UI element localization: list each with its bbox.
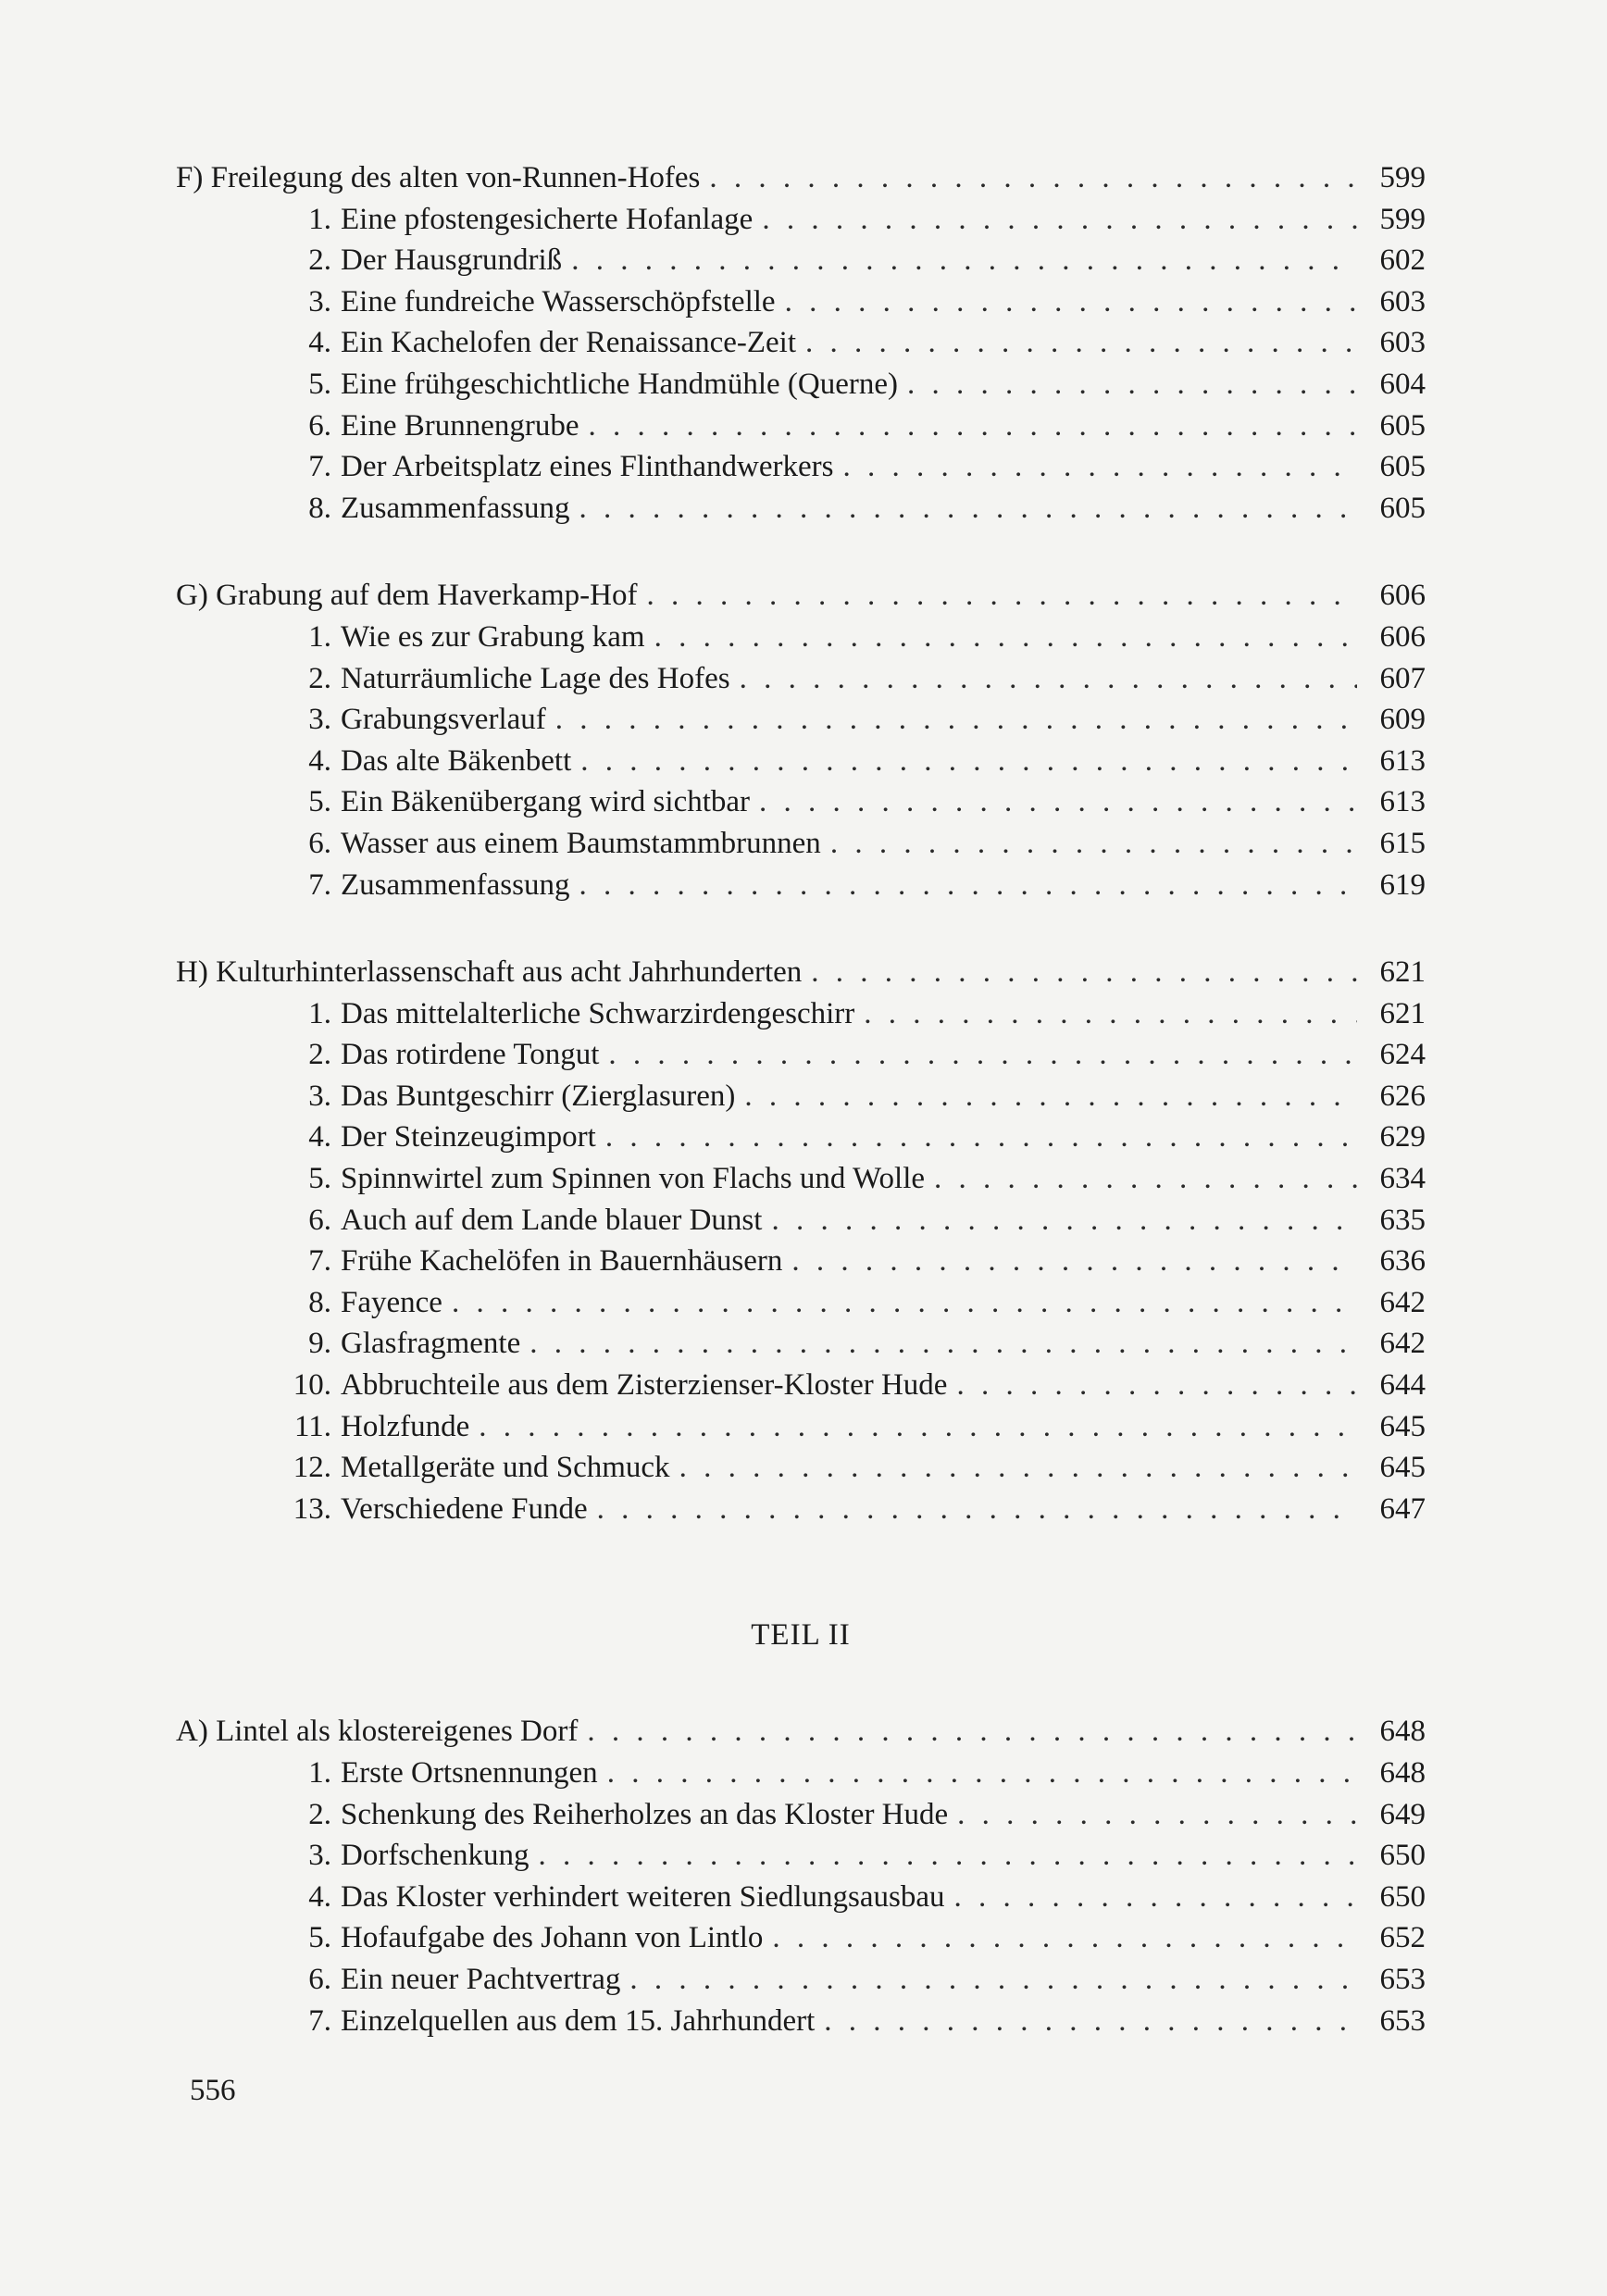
dot-leader (679, 1447, 1357, 1489)
entry-number: 8. (308, 491, 331, 525)
entry-title: Das alte Bäkenbett (341, 743, 572, 778)
entry-page-number: 607 (1379, 661, 1426, 695)
dot-leader (744, 1076, 1357, 1117)
entry-number: 5. (308, 785, 331, 819)
dot-leader (580, 741, 1357, 782)
toc-entry (176, 281, 1426, 323)
entry-number: 1. (308, 1756, 331, 1790)
dot-leader (579, 488, 1357, 530)
entry-page-number: 605 (1379, 491, 1426, 525)
entry-number: 7. (308, 1244, 331, 1279)
entry-number: 4. (308, 1120, 331, 1154)
dot-leader (934, 1158, 1357, 1200)
dot-leader (956, 1365, 1357, 1406)
entry-number: 2. (308, 1797, 331, 1831)
entry-title: Erste Ortsnennungen (341, 1756, 598, 1790)
entry-number: 8. (308, 1285, 331, 1319)
entry-page-number: 603 (1379, 284, 1426, 318)
section-page-number: 599 (1379, 161, 1426, 194)
entry-page-number: 629 (1379, 1120, 1426, 1154)
entry-title: Das rotirdene Tongut (341, 1038, 600, 1072)
entry-page-number: 619 (1379, 867, 1426, 902)
dot-leader (805, 322, 1357, 364)
entry-title: Eine pfostengesicherte Hofanlage (341, 202, 754, 236)
dot-leader (811, 952, 1357, 993)
entry-page-number: 606 (1379, 619, 1426, 654)
entry-title: Wie es zur Grabung kam (341, 619, 645, 654)
entry-page-number: 649 (1379, 1797, 1426, 1831)
toc-entry (176, 1365, 1426, 1406)
dot-leader (771, 1200, 1357, 1242)
entry-page-number: 605 (1379, 408, 1426, 443)
toc-entry (176, 1076, 1426, 1117)
entry-page-number: 653 (1379, 1962, 1426, 1996)
entry-page-number: 626 (1379, 1079, 1426, 1113)
entry-title: Grabungsverlauf (341, 703, 546, 737)
dot-leader (785, 281, 1357, 323)
entry-page-number: 613 (1379, 785, 1426, 819)
toc-entry (176, 1753, 1426, 1794)
dot-leader (957, 1794, 1357, 1836)
entry-page-number: 644 (1379, 1368, 1426, 1403)
toc-entry (176, 322, 1426, 364)
entry-title: Fayence (341, 1285, 442, 1319)
toc-entry (176, 1241, 1426, 1282)
dot-leader (824, 2001, 1357, 2042)
dot-leader (842, 446, 1357, 488)
entry-page-number: 599 (1379, 202, 1426, 236)
dot-leader (587, 1711, 1357, 1753)
dot-leader (654, 617, 1357, 658)
entry-title: Eine Brunnengrube (341, 408, 579, 443)
entry-title: Verschiedene Funde (341, 1491, 588, 1526)
entry-number: 4. (308, 326, 331, 360)
dot-leader (608, 1034, 1357, 1076)
toc-part-1 (176, 157, 1426, 1529)
entry-title: Der Hausgrundriß (341, 243, 563, 278)
toc-entry (176, 1323, 1426, 1365)
toc-entry (176, 199, 1426, 241)
toc-entry (176, 993, 1426, 1035)
dot-leader (589, 406, 1357, 447)
toc-section (176, 157, 1426, 529)
entry-title: Zusammenfassung (341, 491, 570, 525)
entry-page-number: 605 (1379, 450, 1426, 484)
entry-title: Das Buntgeschirr (Zierglasuren) (341, 1079, 736, 1113)
dot-leader (479, 1406, 1357, 1448)
part-title: TEIL II (751, 1618, 851, 1653)
entry-number: 5. (308, 367, 331, 401)
entry-number: 11. (293, 1409, 331, 1443)
entry-page-number: 621 (1379, 996, 1426, 1030)
toc-entry (176, 1034, 1426, 1076)
section-title: F) Freilegung des alten von-Runnen-Hofes (176, 161, 701, 194)
entry-page-number: 609 (1379, 703, 1426, 737)
entry-page-number: 642 (1379, 1327, 1426, 1361)
entry-title: Eine frühgeschichtliche Handmühle (Querne) (341, 367, 899, 401)
toc-entry (176, 617, 1426, 658)
toc-entry (176, 488, 1426, 530)
dot-leader (605, 1117, 1357, 1158)
toc-entry (176, 865, 1426, 906)
toc-entry (176, 1877, 1426, 1918)
entry-title: Zusammenfassung (341, 867, 570, 902)
dot-leader (709, 157, 1357, 199)
toc-section-heading (176, 157, 1426, 199)
entry-number: 6. (308, 826, 331, 860)
entry-number: 6. (308, 1962, 331, 1996)
toc-entry (176, 658, 1426, 700)
entry-number: 10. (293, 1368, 331, 1403)
entry-title: Ein Kachelofen der Renaissance-Zeit (341, 326, 797, 360)
dot-leader (629, 1959, 1357, 2001)
entry-title: Der Steinzeugimport (341, 1120, 596, 1154)
toc-entry (176, 1447, 1426, 1489)
entry-title: Das Kloster verhindert weiteren Siedlungsausbau (341, 1879, 945, 1914)
entry-title: Dorfschenkung (341, 1839, 529, 1873)
entry-number: 7. (308, 867, 331, 902)
entry-page-number: 642 (1379, 1285, 1426, 1319)
section-page-number: 648 (1379, 1715, 1426, 1749)
dot-leader (954, 1877, 1358, 1918)
dot-leader (772, 1917, 1357, 1959)
dot-leader (607, 1753, 1357, 1794)
entry-title: Naturräumliche Lage des Hofes (341, 661, 730, 695)
entry-title: Der Arbeitsplatz eines Flinthandwerkers (341, 450, 834, 484)
entry-page-number: 653 (1379, 2003, 1426, 2038)
entry-page-number: 645 (1379, 1409, 1426, 1443)
section-page-number: 606 (1379, 579, 1426, 613)
toc-entry (176, 1917, 1426, 1959)
dot-leader (452, 1282, 1357, 1324)
entry-number: 7. (308, 2003, 331, 2038)
entry-number: 5. (308, 1162, 331, 1196)
entry-page-number: 613 (1379, 743, 1426, 778)
entry-title: Ein Bäkenübergang wird sichtbar (341, 785, 751, 819)
dot-leader (579, 865, 1357, 906)
entry-number: 3. (308, 1079, 331, 1113)
entry-number: 5. (308, 1921, 331, 1955)
dot-leader (791, 1241, 1357, 1282)
section-title: H) Kulturhinterlassenschaft aus acht Jahrhunderten (176, 955, 803, 990)
entry-page-number: 634 (1379, 1162, 1426, 1196)
entry-number: 9. (308, 1327, 331, 1361)
entry-number: 3. (308, 703, 331, 737)
entry-page-number: 636 (1379, 1244, 1426, 1279)
toc-entry (176, 741, 1426, 782)
section-title: A) Lintel als klostereigenes Dorf (176, 1715, 579, 1749)
dot-leader (740, 658, 1357, 700)
entry-page-number: 650 (1379, 1879, 1426, 1914)
toc-entry (176, 1282, 1426, 1324)
entry-title: Holzfunde (341, 1409, 470, 1443)
entry-page-number: 624 (1379, 1038, 1426, 1072)
entry-number: 2. (308, 243, 331, 278)
toc-section (176, 1711, 1426, 2041)
toc-section-heading (176, 575, 1426, 617)
section-title: G) Grabung auf dem Haverkamp-Hof (176, 579, 638, 613)
entry-title: Wasser aus einem Baumstammbrunnen (341, 826, 821, 860)
entry-number: 6. (308, 408, 331, 443)
section-page-number: 621 (1379, 955, 1426, 990)
dot-leader (762, 199, 1357, 241)
entry-title: Frühe Kachelöfen in Bauernhäusern (341, 1244, 783, 1279)
toc-entry (176, 1835, 1426, 1877)
toc-entry (176, 699, 1426, 741)
entry-title: Ein neuer Pachtvertrag (341, 1962, 621, 1996)
entry-number: 6. (308, 1203, 331, 1237)
entry-number: 1. (308, 202, 331, 236)
dot-leader (529, 1323, 1357, 1365)
toc-part-2 (176, 1711, 1426, 2041)
dot-leader (830, 823, 1357, 865)
toc-entry (176, 1489, 1426, 1530)
entry-number: 12. (293, 1451, 331, 1485)
entry-page-number: 652 (1379, 1921, 1426, 1955)
entry-number: 4. (308, 1879, 331, 1914)
entry-title: Eine fundreiche Wasserschöpfstelle (341, 284, 776, 318)
entry-page-number: 615 (1379, 826, 1426, 860)
entry-page-number: 645 (1379, 1451, 1426, 1485)
entry-number: 1. (308, 996, 331, 1030)
dot-leader (597, 1489, 1357, 1530)
entry-number: 4. (308, 743, 331, 778)
dot-leader (759, 781, 1357, 823)
entry-title: Schenkung des Reiherholzes an das Kloster Hude (341, 1797, 949, 1831)
toc-entry (176, 446, 1426, 488)
entry-number: 3. (308, 284, 331, 318)
toc-entry (176, 406, 1426, 447)
entry-page-number: 650 (1379, 1839, 1426, 1873)
entry-title: Spinnwirtel zum Spinnen von Flachs und Wolle (341, 1162, 926, 1196)
toc-entry (176, 823, 1426, 865)
entry-title: Hofaufgabe des Johann von Lintlo (341, 1921, 764, 1955)
dot-leader (571, 240, 1357, 281)
toc-entry (176, 364, 1426, 406)
entry-number: 2. (308, 1038, 331, 1072)
entry-number: 13. (293, 1491, 331, 1526)
toc-section-heading (176, 1711, 1426, 1753)
entry-title: Metallgeräte und Schmuck (341, 1451, 670, 1485)
entry-page-number: 648 (1379, 1756, 1426, 1790)
toc-section (176, 952, 1426, 1529)
entry-page-number: 635 (1379, 1203, 1426, 1237)
entry-number: 3. (308, 1839, 331, 1873)
toc-entry (176, 1794, 1426, 1836)
entry-number: 7. (308, 450, 331, 484)
toc-entry (176, 1117, 1426, 1158)
entry-title: Abbruchteile aus dem Zisterzienser-Kloster Hude (341, 1368, 948, 1403)
toc-entry (176, 2001, 1426, 2042)
table-of-contents (176, 157, 1426, 2088)
entry-page-number: 602 (1379, 243, 1426, 278)
entry-page-number: 603 (1379, 326, 1426, 360)
dot-leader (555, 699, 1357, 741)
entry-page-number: 604 (1379, 367, 1426, 401)
entry-page-number: 647 (1379, 1491, 1426, 1526)
toc-entry (176, 1200, 1426, 1242)
entry-title: Einzelquellen aus dem 15. Jahrhundert (341, 2003, 816, 2038)
entry-title: Das mittelalterliche Schwarzirdengeschirr (341, 996, 855, 1030)
page-number: 556 (190, 2074, 236, 2107)
dot-leader (907, 364, 1357, 406)
toc-entry (176, 1406, 1426, 1448)
toc-section-heading (176, 952, 1426, 993)
toc-entry (176, 240, 1426, 281)
toc-section (176, 575, 1426, 905)
entry-title: Glasfragmente (341, 1327, 521, 1361)
dot-leader (538, 1835, 1357, 1877)
dot-leader (646, 575, 1357, 617)
entry-number: 2. (308, 661, 331, 695)
toc-entry (176, 1959, 1426, 2001)
toc-entry (176, 781, 1426, 823)
toc-entry (176, 1158, 1426, 1200)
entry-number: 1. (308, 619, 331, 654)
entry-title: Auch auf dem Lande blauer Dunst (341, 1203, 763, 1237)
dot-leader (864, 993, 1357, 1035)
